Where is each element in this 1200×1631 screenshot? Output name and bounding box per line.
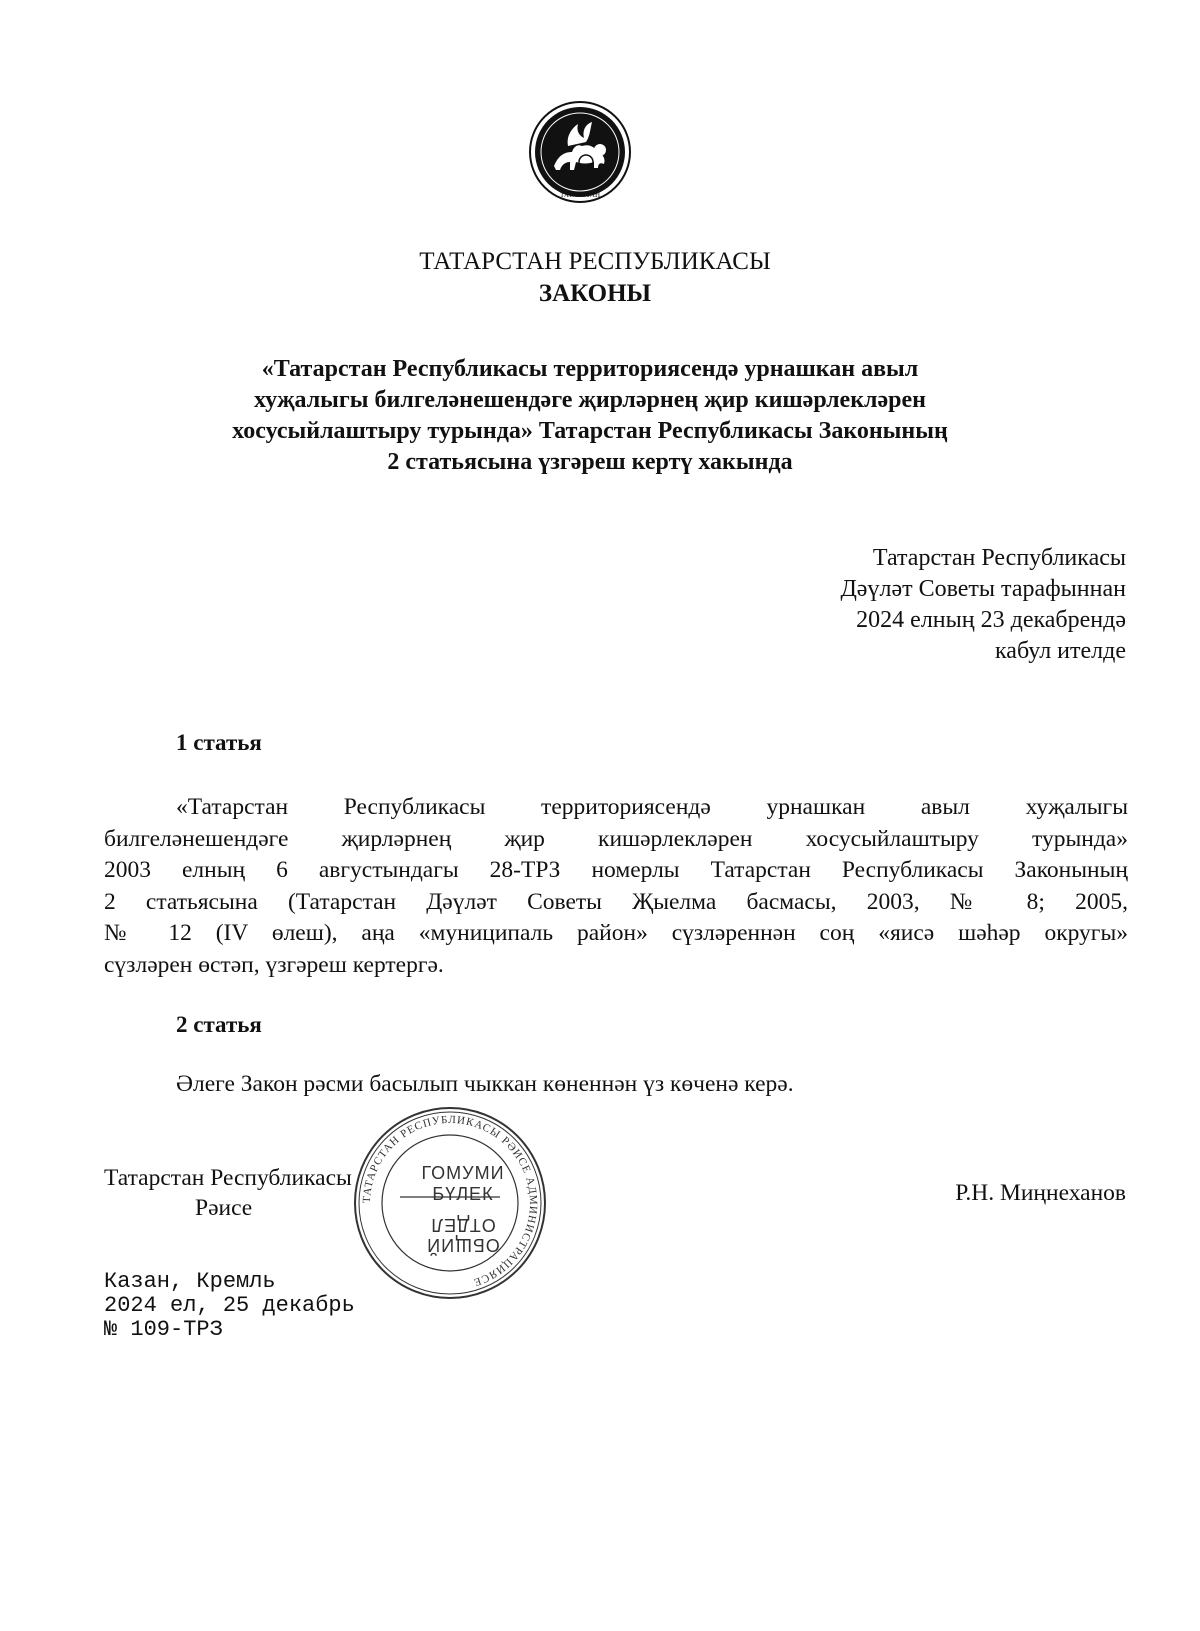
- law-title-line: 2 статьясына үзгәреш кертү хакында: [387, 449, 793, 475]
- adoption-line: Дәүләт Советы тарафыннан: [840, 576, 1126, 602]
- law-title-line: хуҗалыгы билгеләнешендәге җирләрнең җир кишәрлекләрен: [254, 387, 926, 413]
- stamp-ring-text: ТАТАРСТАН РЕСПУБЛИКАСЫ РӘИСЕ АДМИНИСТРАЦИЯСЕ: [360, 1113, 540, 1289]
- republic-heading: ТАТАРСТАН РЕСПУБЛИКАСЫ: [419, 248, 771, 275]
- stamp-line: ОТДЕЛ: [430, 1215, 496, 1235]
- emblem-logo: [528, 100, 632, 204]
- adoption-note: [840, 543, 1126, 667]
- adoption-line: 2024 елның 23 декабрендә: [856, 607, 1126, 633]
- article-1-line: билгеләнешендәге җирләрнең җир кишәрлекләрен хосусыйлаштыру турында»: [104, 825, 1128, 852]
- law-number: № 109-ТРЗ: [104, 1317, 223, 1342]
- adoption-line: Татарстан Республикасы: [872, 545, 1126, 571]
- signatory-title: Рәисе: [195, 1195, 253, 1221]
- article-2-body: Әлеге Закон рәсми басылып чыккан көненнән үз көченә керә.: [176, 1071, 794, 1097]
- article-1-line: сүзләрен өстәп, үзгәреш кертергә.: [104, 951, 444, 978]
- law-title-line: хосусыйлаштыру турында» Татарстан Республикасы Законының: [232, 418, 948, 444]
- stamp-line: БҮЛЕК: [432, 1184, 494, 1204]
- signing-place: Казан, Кремль: [104, 1269, 276, 1294]
- article-1-line: 2 статьясына (Татарстан Дәүләт Советы Җыелма басмасы, 2003, № 8; 2005,: [104, 888, 1128, 915]
- law-title-line: «Татарстан Республикасы территориясендә урнашкан авыл: [261, 356, 919, 382]
- adoption-line: кабул ителде: [995, 638, 1126, 664]
- emblem-text: ТАТАРСТАН: [559, 191, 601, 199]
- article-1-line: «Татарстан Республикасы территориясендә урнашкан авыл хуҗалыгы: [176, 794, 1128, 820]
- law-heading: ЗАКОНЫ: [538, 280, 652, 307]
- stamp-line: ОБЩИЙ: [426, 1235, 500, 1255]
- article-2-heading: 2 статья: [176, 1012, 262, 1037]
- signatory-name: Р.Н. Миңнеханов: [955, 1180, 1126, 1206]
- law-title: [150, 354, 1030, 478]
- article-1-body: [104, 792, 1128, 981]
- signatory-title: Татарстан Республикасы: [104, 1165, 352, 1191]
- article-1-heading: 1 статья: [176, 730, 262, 755]
- stamp-line: ГОМУМИ: [421, 1163, 505, 1183]
- article-1-line: № 12 (IV өлеш), аңа «муниципаль район» сүзләреннән соң «яисә шәһәр округы»: [104, 920, 1128, 946]
- signing-date: 2024 ел, 25 декабрь: [104, 1293, 355, 1318]
- article-1-line: 2003 елның 6 августындагы 28-ТРЗ номерлы Татарстан Республикасы Законының: [104, 857, 1128, 883]
